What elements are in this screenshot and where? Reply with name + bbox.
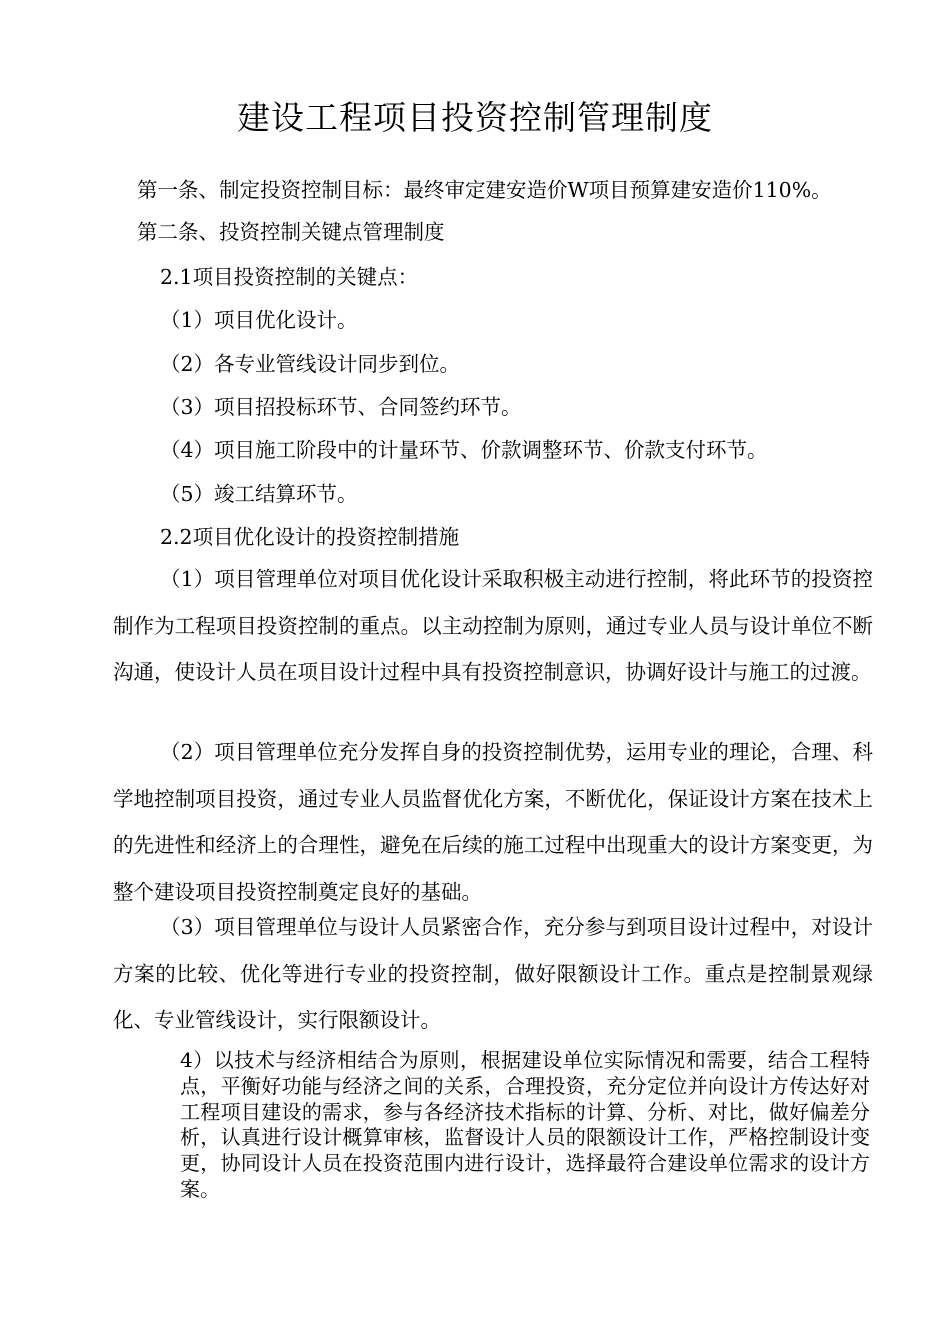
document-title: 建设工程项目投资控制管理制度 bbox=[237, 98, 713, 137]
paragraph-1: （1）项目管理单位对项目优化设计采取积极主动进行控制，将此环节的投资控制作为工程项目投资控制的重点。以主动控制为原则，通过专业人员与设计单位不断沟通，使设计人员在项目设计过程中具有投资控制意识，协调好设计与施工的过渡。 bbox=[113, 567, 873, 685]
article-2: 第二条、投资控制关键点管理制度 bbox=[137, 220, 445, 244]
article-1: 第一条、制定投资控制目标：最终审定建安造价W项目预算建安造价110%。 bbox=[137, 178, 832, 202]
section-2-2-heading: 2.2项目优化设计的投资控制措施 bbox=[160, 525, 460, 549]
list-item: （1）项目优化设计。 bbox=[160, 308, 358, 332]
paragraph-2: （2）项目管理单位充分发挥自身的投资控制优势，运用专业的理论，合理、科学地控制项目投资，通过专业人员监督优化方案，不断优化，保证设计方案在技术上的先进性和经济上的合理性，避免在后续的施工过程中出现重大的设计方案变更，为整个建设项目投资控制奠定良好的基础。 bbox=[113, 740, 873, 904]
list-item: （2）各专业管线设计同步到位。 bbox=[160, 352, 461, 376]
list-item: （5）竣工结算环节。 bbox=[160, 482, 358, 506]
list-item: （3）项目招投标环节、合同签约环节。 bbox=[160, 395, 522, 419]
paragraph-4: 4）以技术与经济相结合为原则，根据建设单位实际情况和需要，结合工程特点，平衡好功能与经济之间的关系，合理投资，充分定位并向设计方传达好对工程项目建设的需求，参与各经济技术指标的计算、分析、对比，做好偏差分析，认真进行设计概算审核，监督设计人员的限额设计工作，严格控制设计变更，协同设计人员在投资范围内进行设计，选择最符合建设单位需求的设计方案。 bbox=[180, 1048, 870, 1201]
section-2-1-heading: 2.1项目投资控制的关键点： bbox=[160, 265, 419, 289]
list-item: （4）项目施工阶段中的计量环节、价款调整环节、价款支付环节。 bbox=[160, 438, 768, 462]
paragraph-3: （3）项目管理单位与设计人员紧密合作，充分参与到项目设计过程中，对设计方案的比较、优化等进行专业的投资控制，做好限额设计工作。重点是控制景观绿化、专业管线设计，实行限额设计。 bbox=[113, 915, 873, 1033]
